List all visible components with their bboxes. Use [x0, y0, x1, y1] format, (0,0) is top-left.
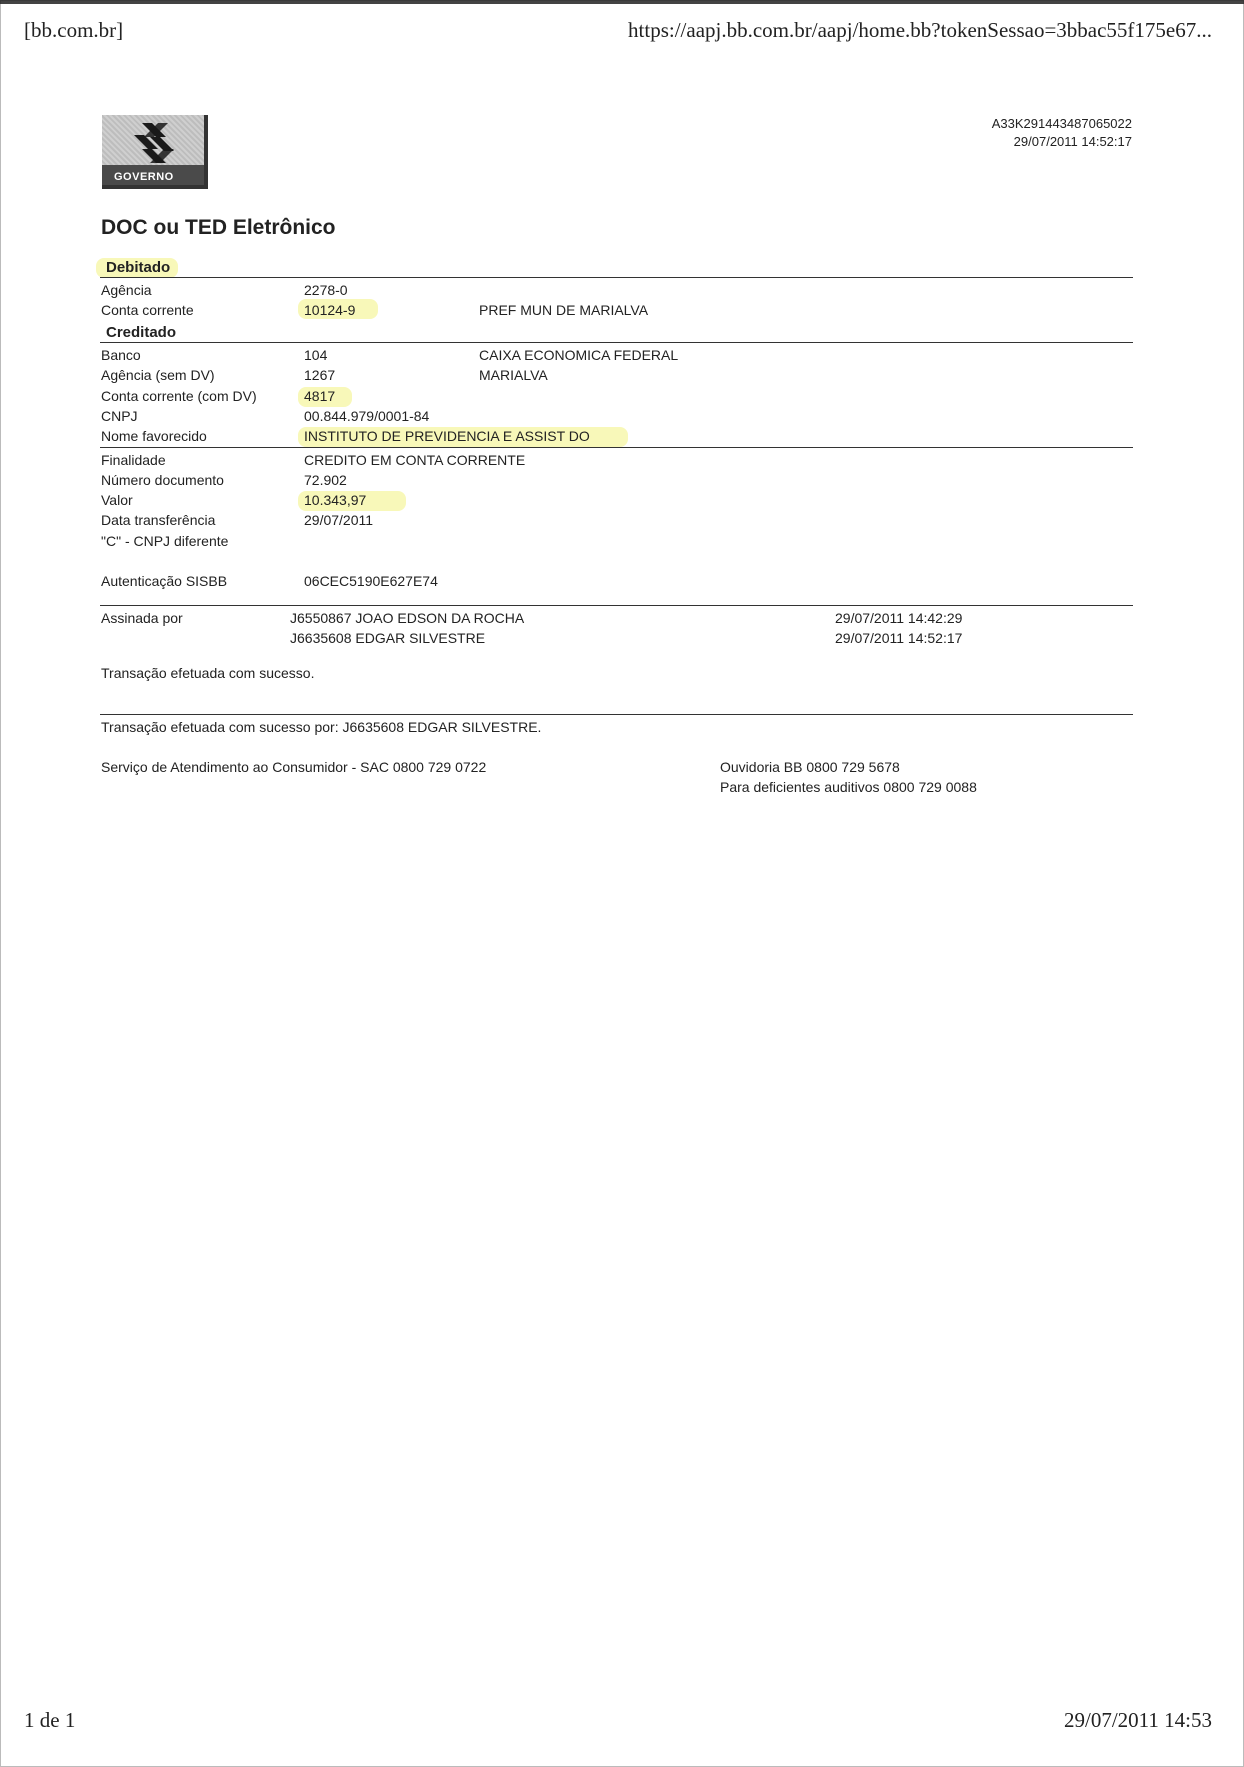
- status-message: Transação efetuada com sucesso.: [101, 665, 315, 681]
- field-extra: MARIALVA: [479, 367, 548, 383]
- field-value: CREDITO EM CONTA CORRENTE: [304, 452, 526, 468]
- field-value: 1267: [304, 367, 336, 383]
- field-label: "C" - CNPJ diferente: [101, 533, 229, 549]
- document-id-block: [992, 115, 1132, 151]
- field-value: 10.343,97: [304, 492, 367, 508]
- field-value: 104: [304, 347, 328, 363]
- divider: [100, 605, 1133, 606]
- field-label: Agência (sem DV): [101, 367, 215, 383]
- field-label: Conta corrente (com DV): [101, 388, 257, 404]
- bb-logo-icon: [128, 121, 180, 165]
- signer-name: J6635608 EDGAR SILVESTRE: [290, 630, 486, 646]
- divider: [100, 447, 1133, 448]
- field-label: CNPJ: [101, 408, 138, 424]
- field-value: 29/07/2011: [304, 512, 374, 528]
- deficientes-contact: Para deficientes auditivos 0800 729 0088: [720, 779, 977, 795]
- divider: [100, 714, 1133, 715]
- field-value: INSTITUTO DE PREVIDENCIA E ASSIST DO: [304, 428, 590, 444]
- print-footer-datetime: 29/07/2011 14:53: [1064, 1708, 1212, 1732]
- field-extra: PREF MUN DE MARIALVA: [479, 302, 649, 318]
- section-heading-debitado: Debitado: [106, 259, 171, 276]
- bb-governo-logo: [102, 115, 208, 189]
- signer-datetime: 29/07/2011 14:42:29: [835, 610, 963, 626]
- field-extra: CAIXA ECONOMICA FEDERAL: [479, 347, 679, 363]
- field-label: Conta corrente: [101, 302, 194, 318]
- sac-contact: Serviço de Atendimento ao Consumidor - SAC 0800 729 0722: [101, 759, 487, 775]
- ouvidoria-contact: Ouvidoria BB 0800 729 5678: [720, 759, 900, 775]
- print-header-site: [bb.com.br]: [24, 18, 124, 42]
- divider: [100, 277, 1133, 278]
- field-label: Nome favorecido: [101, 428, 207, 444]
- document-id: A33K291443487065022: [991, 116, 1132, 131]
- scan-edge: [0, 0, 1244, 4]
- field-label: Finalidade: [101, 452, 166, 468]
- field-label: Número documento: [101, 472, 224, 488]
- status-by-message: Transação efetuada com sucesso por: J6635608 EDGAR SILVESTRE.: [101, 719, 542, 735]
- signed-by-label: Assinada por: [101, 610, 183, 626]
- field-value: 00.844.979/0001-84: [304, 408, 430, 424]
- document-datetime: 29/07/2011 14:52:17: [1013, 134, 1132, 149]
- field-value: 2278-0: [304, 282, 348, 298]
- field-label: Valor: [101, 492, 133, 508]
- field-label: Data transferência: [101, 512, 216, 528]
- signer-name: J6550867 JOAO EDSON DA ROCHA: [290, 610, 525, 626]
- section-heading-creditado: Creditado: [106, 324, 177, 341]
- print-header-url: https://aapj.bb.com.br/aapj/home.bb?tokenSessao=3bbac55f175e67...: [628, 18, 1212, 42]
- print-footer-page-counter: 1 de 1: [24, 1708, 76, 1732]
- auth-value: 06CEC5190E627E74: [304, 573, 438, 589]
- field-label: Agência: [101, 282, 152, 298]
- auth-label: Autenticação SISBB: [101, 573, 228, 589]
- field-label: Banco: [101, 347, 141, 363]
- signer-datetime: 29/07/2011 14:52:17: [835, 630, 963, 646]
- field-value: 72.902: [304, 472, 347, 488]
- field-value: 10124-9: [304, 302, 356, 318]
- logo-text: GOVERNO: [114, 171, 174, 183]
- field-value: 4817: [304, 388, 336, 404]
- page-title: DOC ou TED Eletrônico: [101, 216, 336, 239]
- divider: [100, 342, 1133, 343]
